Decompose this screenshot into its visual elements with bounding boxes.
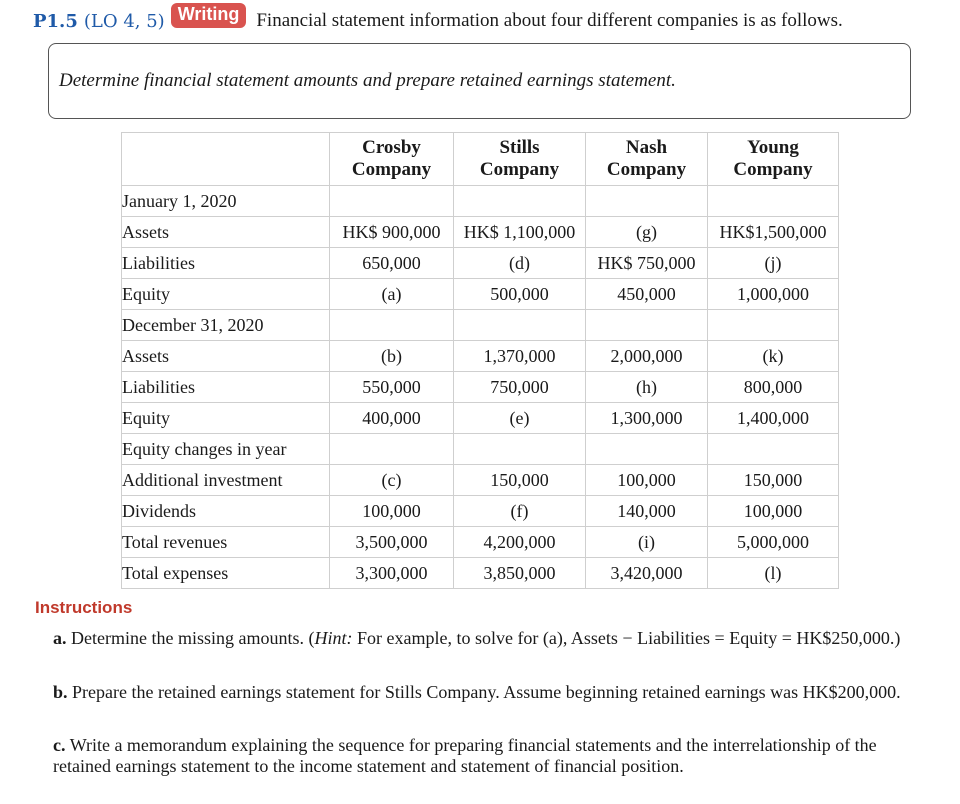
- instruction-c: [53, 735, 913, 777]
- table-header-row: [122, 133, 839, 186]
- instructions-title: Instructions: [35, 598, 133, 617]
- instruction-text: Prepare the retained earnings statement for Stills Company. Assume beginning retained earnings was HK$200,000.: [72, 682, 901, 702]
- table-row: [122, 372, 839, 403]
- cell-value: 1,000,000: [708, 279, 839, 310]
- table-row: [122, 465, 839, 496]
- header-crosby: Crosby Company: [330, 133, 454, 186]
- row-label: Assets: [122, 217, 330, 248]
- cell-value: 4,200,000: [454, 527, 586, 558]
- row-label: Equity: [122, 279, 330, 310]
- cell-value: HK$ 900,000: [330, 217, 454, 248]
- cell-value: 2,000,000: [586, 341, 708, 372]
- cell-value: (a): [330, 279, 454, 310]
- cell-value: 1,370,000: [454, 341, 586, 372]
- writing-badge: Writing: [171, 3, 247, 28]
- cell-value: HK$1,500,000: [708, 217, 839, 248]
- cell-value: 800,000: [708, 372, 839, 403]
- section-heading: January 1, 2020: [122, 186, 330, 217]
- problem-number: P1.5: [33, 10, 78, 32]
- row-label: Dividends: [122, 496, 330, 527]
- instruction-text: For example, to solve for (a), Assets − Liabilities = Equity = HK$250,000.): [352, 628, 901, 648]
- row-label: Additional investment: [122, 465, 330, 496]
- cell-value: 3,500,000: [330, 527, 454, 558]
- header-nash: Nash Company: [586, 133, 708, 186]
- instruction-b: [53, 682, 913, 703]
- section-row: [122, 310, 839, 341]
- table-row: [122, 248, 839, 279]
- cell-value: 400,000: [330, 403, 454, 434]
- cell-value: (d): [454, 248, 586, 279]
- hint-word: Hint:: [314, 628, 353, 648]
- cell-value: (f): [454, 496, 586, 527]
- table-row: [122, 403, 839, 434]
- table-row: [122, 496, 839, 527]
- cell-value: 1,400,000: [708, 403, 839, 434]
- cell-value: (b): [330, 341, 454, 372]
- cell-value: (c): [330, 465, 454, 496]
- row-label: Liabilities: [122, 372, 330, 403]
- instruction-text: Write a memorandum explaining the sequence for preparing financial statements and the interrelationship of the retained earnings statement to the income statement and statement of financial position.: [53, 735, 877, 776]
- cell-value: 450,000: [586, 279, 708, 310]
- cell-value: 750,000: [454, 372, 586, 403]
- section-row: [122, 434, 839, 465]
- table-row: [122, 279, 839, 310]
- cell-value: 100,000: [708, 496, 839, 527]
- row-label: Liabilities: [122, 248, 330, 279]
- cell-value: (j): [708, 248, 839, 279]
- section-heading: Equity changes in year: [122, 434, 330, 465]
- cell-value: (l): [708, 558, 839, 589]
- table-row: [122, 558, 839, 589]
- cell-value: 150,000: [708, 465, 839, 496]
- cell-value: 100,000: [586, 465, 708, 496]
- table-row: [122, 527, 839, 558]
- objective-box: [48, 43, 911, 119]
- row-label: Total revenues: [122, 527, 330, 558]
- financial-data-table: [121, 132, 839, 589]
- header-stills: Stills Company: [454, 133, 586, 186]
- row-label: Equity: [122, 403, 330, 434]
- cell-value: (k): [708, 341, 839, 372]
- row-label: Assets: [122, 341, 330, 372]
- instruction-letter: c.: [53, 735, 66, 755]
- cell-value: (g): [586, 217, 708, 248]
- section-row: [122, 186, 839, 217]
- cell-value: (e): [454, 403, 586, 434]
- header-blank: [122, 133, 330, 186]
- cell-value: 100,000: [330, 496, 454, 527]
- objective-text: Determine financial statement amounts and prepare retained earnings statement.: [59, 70, 676, 91]
- cell-value: 140,000: [586, 496, 708, 527]
- instruction-letter: a.: [53, 628, 67, 648]
- cell-value: 5,000,000: [708, 527, 839, 558]
- cell-value: 1,300,000: [586, 403, 708, 434]
- cell-value: 550,000: [330, 372, 454, 403]
- cell-value: 500,000: [454, 279, 586, 310]
- cell-value: 3,300,000: [330, 558, 454, 589]
- instruction-a: [53, 628, 913, 649]
- cell-value: HK$ 1,100,000: [454, 217, 586, 248]
- row-label: Total expenses: [122, 558, 330, 589]
- section-heading: December 31, 2020: [122, 310, 330, 341]
- cell-value: (i): [586, 527, 708, 558]
- cell-value: 650,000: [330, 248, 454, 279]
- table-row: [122, 341, 839, 372]
- cell-value: 3,850,000: [454, 558, 586, 589]
- problem-header: [33, 4, 933, 38]
- cell-value: (h): [586, 372, 708, 403]
- problem-intro: Financial statement information about four different companies is as follows.: [256, 10, 843, 31]
- cell-value: 150,000: [454, 465, 586, 496]
- instruction-letter: b.: [53, 682, 68, 702]
- table-row: [122, 217, 839, 248]
- cell-value: 3,420,000: [586, 558, 708, 589]
- instruction-text: Determine the missing amounts. (: [71, 628, 315, 648]
- header-young: Young Company: [708, 133, 839, 186]
- learning-objectives: (LO 4, 5): [83, 10, 165, 32]
- cell-value: HK$ 750,000: [586, 248, 708, 279]
